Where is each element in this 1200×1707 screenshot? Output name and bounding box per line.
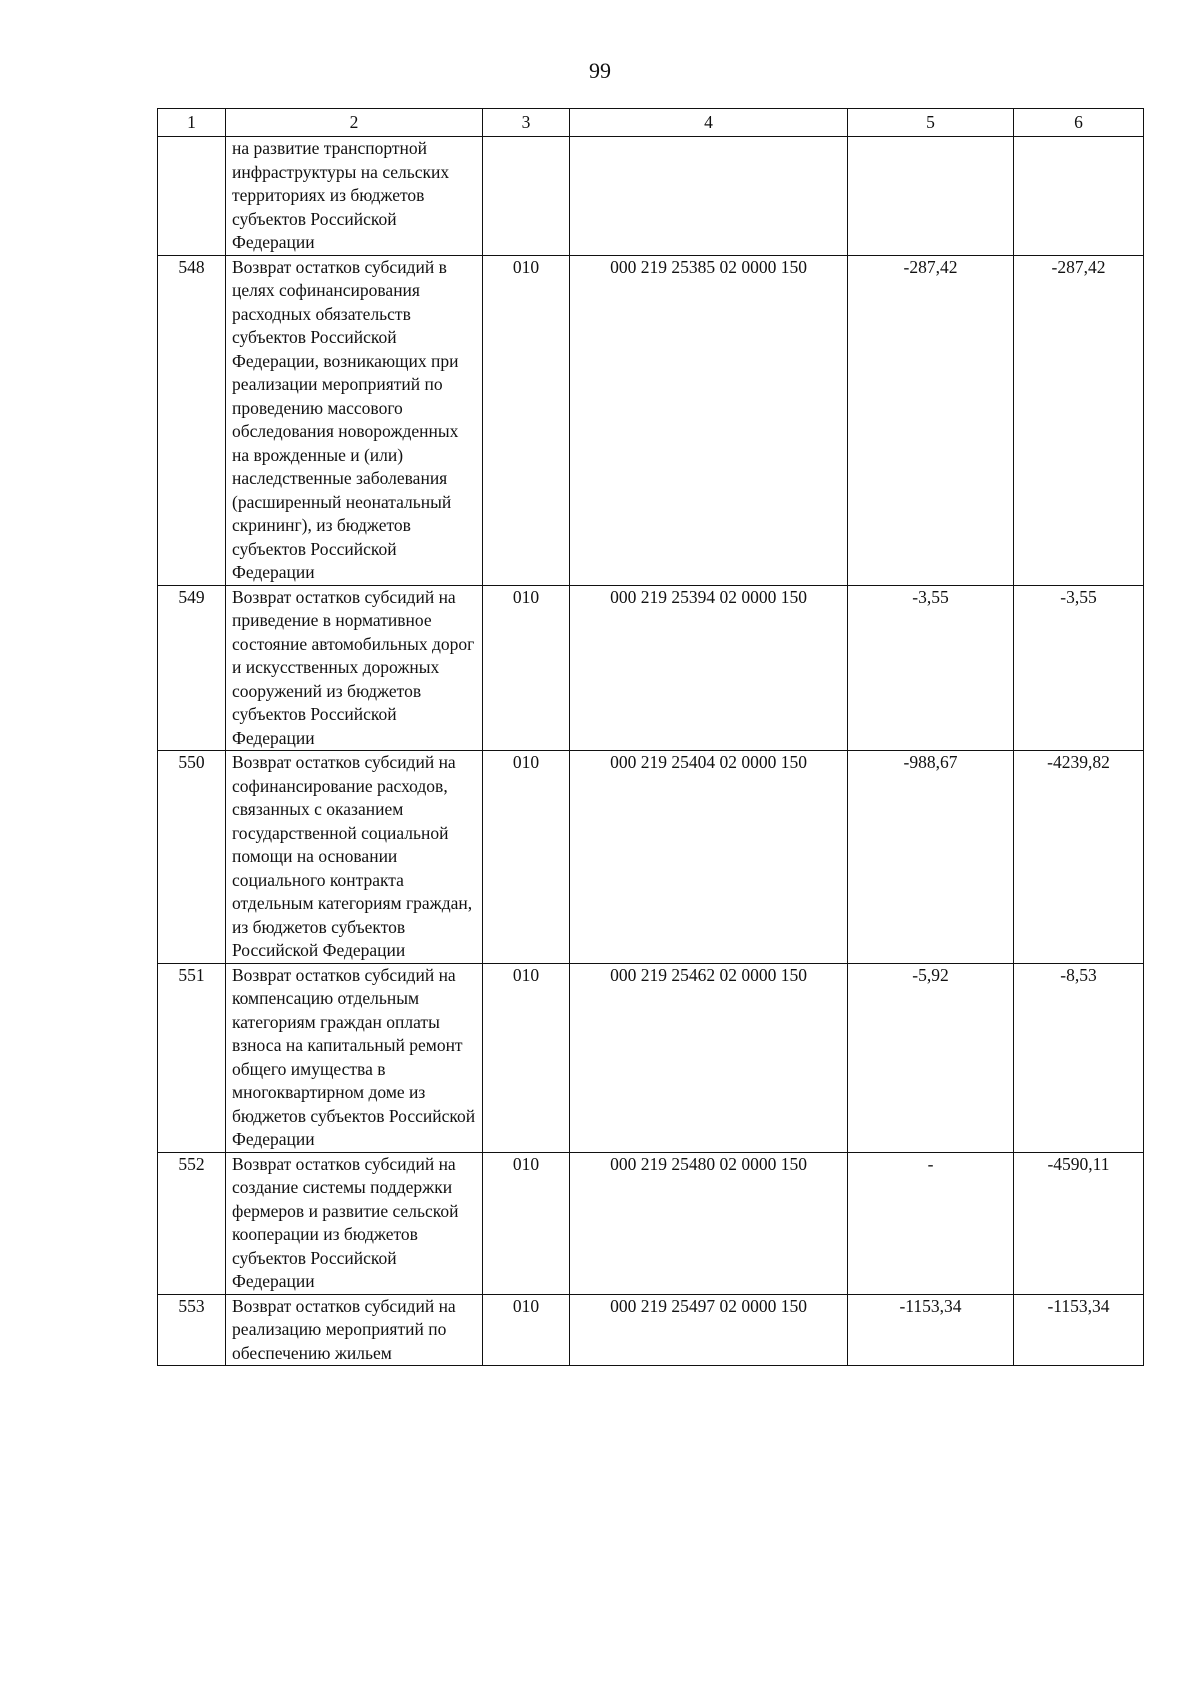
row-name: Возврат остатков субсидий на компенсацию отдельным категориям граждан оплаты взноса на капитальный ремонт общего имущества в многоквартирном доме из бюджетов субъектов Российской Федерации [226, 963, 483, 1152]
row-value-5: -1153,34 [848, 1294, 1014, 1366]
header-col-6: 6 [1014, 109, 1144, 137]
header-col-3: 3 [483, 109, 570, 137]
row-value-5: - [848, 1152, 1014, 1294]
row-admin-code: 010 [483, 1152, 570, 1294]
row-number: 551 [158, 963, 226, 1152]
row-number: 550 [158, 751, 226, 964]
row-value-6 [1014, 137, 1144, 256]
row-value-5: -287,42 [848, 255, 1014, 585]
row-budget-code: 000 219 25404 02 0000 150 [570, 751, 848, 964]
row-budget-code: 000 219 25394 02 0000 150 [570, 585, 848, 751]
header-row [158, 109, 1144, 137]
row-name: Возврат остатков субсидий на создание системы поддержки фермеров и развитие сельской кооперации из бюджетов субъектов Российской Федерации [226, 1152, 483, 1294]
row-value-5 [848, 137, 1014, 256]
table-row [158, 963, 1144, 1152]
row-value-6: -1153,34 [1014, 1294, 1144, 1366]
table-row [158, 1152, 1144, 1294]
row-admin-code: 010 [483, 585, 570, 751]
header-col-4: 4 [570, 109, 848, 137]
row-name: Возврат остатков субсидий на софинансирование расходов, связанных с оказанием государственной социальной помощи на основании социального контракта отдельным категориям граждан, из бюджетов субъектов Российской Федерации [226, 751, 483, 964]
row-number: 548 [158, 255, 226, 585]
row-budget-code: 000 219 25462 02 0000 150 [570, 963, 848, 1152]
row-name: Возврат остатков субсидий на приведение в нормативное состояние автомобильных дорог и искусственных дорожных сооружений из бюджетов субъектов Российской Федерации [226, 585, 483, 751]
row-name: Возврат остатков субсидий на реализацию мероприятий по обеспечению жильем [226, 1294, 483, 1366]
table-row [158, 1294, 1144, 1366]
row-number [158, 137, 226, 256]
row-admin-code [483, 137, 570, 256]
row-value-6: -3,55 [1014, 585, 1144, 751]
row-value-6: -8,53 [1014, 963, 1144, 1152]
row-number: 552 [158, 1152, 226, 1294]
row-value-6: -4590,11 [1014, 1152, 1144, 1294]
row-budget-code: 000 219 25385 02 0000 150 [570, 255, 848, 585]
row-number: 553 [158, 1294, 226, 1366]
row-admin-code: 010 [483, 963, 570, 1152]
row-admin-code: 010 [483, 255, 570, 585]
header-col-2: 2 [226, 109, 483, 137]
row-budget-code: 000 219 25480 02 0000 150 [570, 1152, 848, 1294]
row-number: 549 [158, 585, 226, 751]
budget-table [157, 108, 1144, 1366]
row-value-6: -287,42 [1014, 255, 1144, 585]
row-name: Возврат остатков субсидий в целях софинансирования расходных обязательств субъектов Российской Федерации, возникающих при реализации мероприятий по проведению массового обследования новорожденных на врожденные и (или) наследственные заболевания (расширенный неонатальный скрининг), из бюджетов субъектов Российской Федерации [226, 255, 483, 585]
row-value-5: -5,92 [848, 963, 1014, 1152]
row-value-5: -988,67 [848, 751, 1014, 964]
table-row [158, 585, 1144, 751]
row-admin-code: 010 [483, 751, 570, 964]
table-row [158, 255, 1144, 585]
table-row [158, 751, 1144, 964]
row-budget-code: 000 219 25497 02 0000 150 [570, 1294, 848, 1366]
table-row [158, 137, 1144, 256]
page-number: 99 [589, 58, 611, 83]
header-col-5: 5 [848, 109, 1014, 137]
row-admin-code: 010 [483, 1294, 570, 1366]
row-budget-code [570, 137, 848, 256]
row-value-5: -3,55 [848, 585, 1014, 751]
row-value-6: -4239,82 [1014, 751, 1144, 964]
row-name: на развитие транспортной инфраструктуры на сельских территориях из бюджетов субъектов Российской Федерации [226, 137, 483, 256]
header-col-1: 1 [158, 109, 226, 137]
